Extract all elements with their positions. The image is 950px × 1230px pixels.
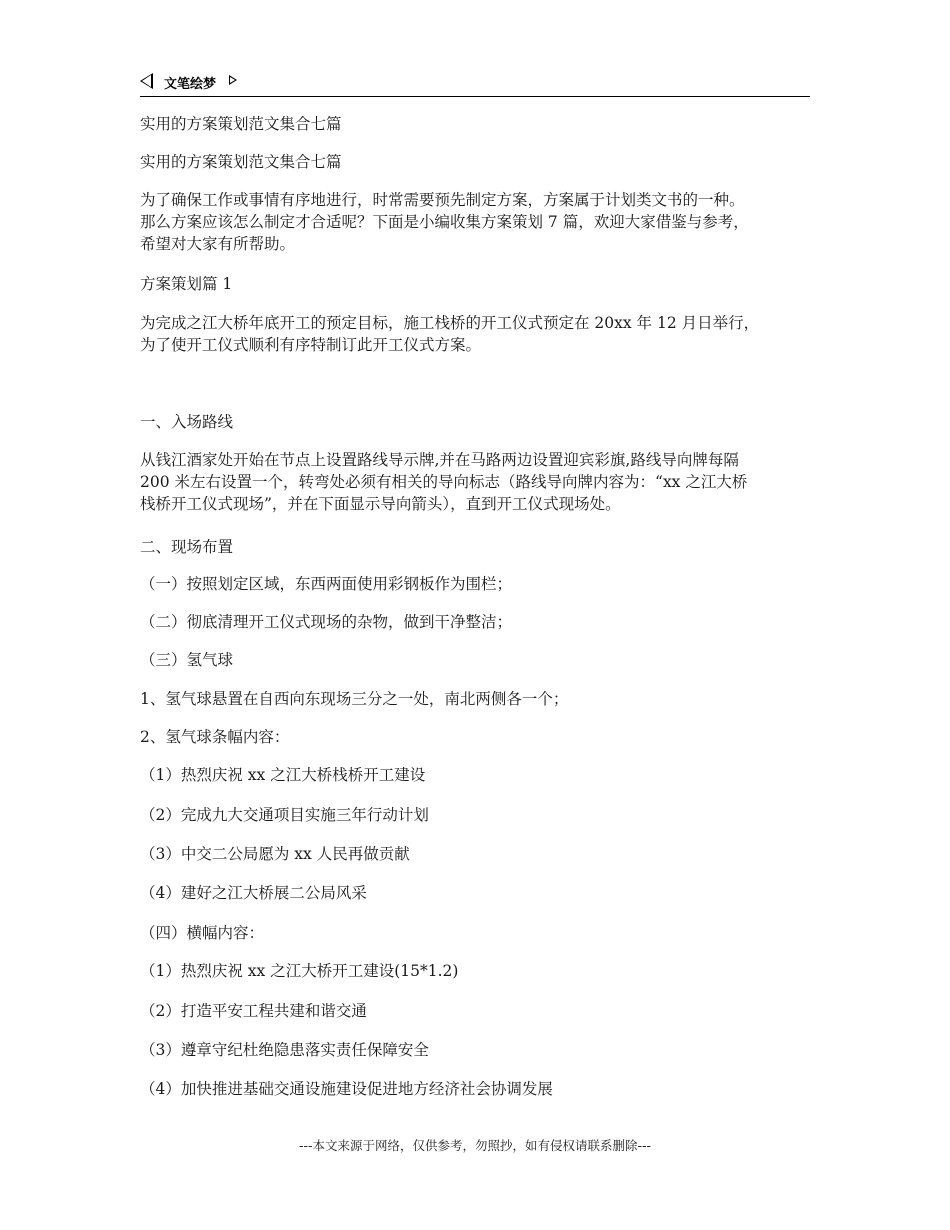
intro-paragraph xyxy=(140,189,810,255)
paragraph-line: 200 米左右设置一个，转弯处必须有相关的导向标志（路线导向牌内容为：“xx 之江大桥 xyxy=(140,473,748,491)
paragraph-line: 栈桥开工仪式现场”，并在下面显示导向箭头），直到开工仪式现场处。 xyxy=(140,495,621,513)
section-paragraph xyxy=(140,312,810,356)
list-item: （一）按照划定区域，东西两面使用彩钢板作为围栏； xyxy=(140,575,513,593)
list-item: （二）彻底清理开工仪式现场的杂物，做到干净整洁； xyxy=(140,613,513,631)
route-paragraph xyxy=(140,449,810,515)
triangle-left-icon xyxy=(140,73,153,89)
paragraph-line: 为完成之江大桥年底开工的预定目标，施工栈桥的开工仪式预定在 20xx 年 12 月日举行， xyxy=(140,314,760,332)
section-heading: 方案策划篇 1 xyxy=(140,275,233,293)
paragraph-line: 从钱江酒家处开始在节点上设置路线导示牌,并在马路两边设置迎宾彩旗,路线导向牌每隔 xyxy=(140,451,739,469)
intro-line: 希望对大家有所帮助。 xyxy=(140,235,296,253)
list-item: （2）完成九大交通项目实施三年行动计划 xyxy=(140,806,429,824)
triangle-right-icon xyxy=(229,75,237,85)
part-heading-layout: 二、现场布置 xyxy=(140,538,234,556)
list-item: （4）建好之江大桥展二公局风采 xyxy=(140,884,367,902)
list-item: （2）打造平安工程共建和谐交通 xyxy=(140,1002,367,1020)
list-item: （四）横幅内容： xyxy=(140,924,265,942)
list-item: （三）氢气球 xyxy=(140,651,234,669)
list-item: （4）加快推进基础交通设施建设促进地方经济社会协调发展 xyxy=(140,1080,553,1098)
intro-line: 那么方案应该怎么制定才合适呢？下面是小编收集方案策划 7 篇，欢迎大家借鉴与参考， xyxy=(140,213,749,231)
list-item: 2、氢气球条幅内容： xyxy=(140,728,290,746)
paragraph-line: 为了使开工仪式顺利有序特制订此开工仪式方案。 xyxy=(140,336,482,354)
intro-line: 为了确保工作或事情有序地进行，时常需要预先制定方案，方案属于计划类文书的一种。 xyxy=(140,191,745,209)
list-item: （1）热烈庆祝 xx 之江大桥栈桥开工建设 xyxy=(140,766,426,784)
list-item: （3）中交二公局愿为 xx 人民再做贡献 xyxy=(140,845,410,863)
document-subtitle: 实用的方案策划范文集合七篇 xyxy=(140,153,342,171)
footer-disclaimer: ---本文来源于网络，仅供参考，勿照抄，如有侵权请联系删除--- xyxy=(298,1138,652,1153)
document-header xyxy=(140,70,810,97)
part-heading-route: 一、入场路线 xyxy=(140,413,234,431)
list-item: 1、氢气球悬置在自西向东现场三分之一处，南北两侧各一个； xyxy=(140,690,569,708)
document-title: 实用的方案策划范文集合七篇 xyxy=(140,115,342,133)
list-item: （1）热烈庆祝 xx 之江大桥开工建设(15*1.2) xyxy=(140,962,459,980)
list-item: （3）遵章守纪杜绝隐患落实责任保障安全 xyxy=(140,1041,429,1059)
brand-name: 文笔绘梦 xyxy=(164,77,217,92)
